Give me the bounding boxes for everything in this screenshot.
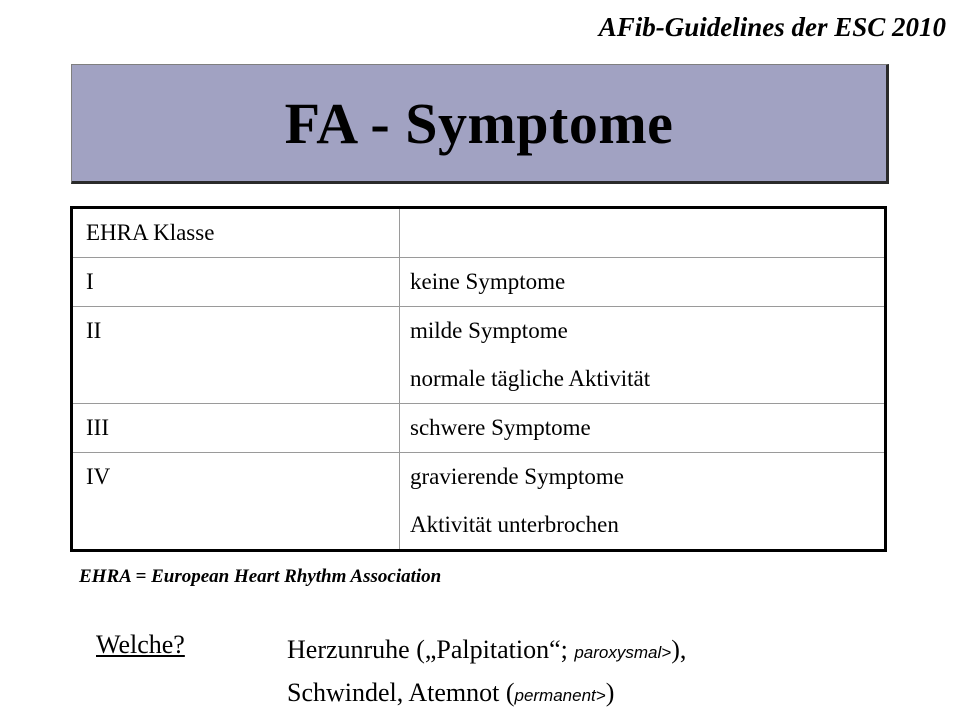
answer-line-2-main: Schwindel, Atemnot ( [287, 678, 515, 707]
description-cell: keine Symptome [400, 258, 886, 307]
page-title: FA - Symptome [284, 90, 674, 156]
table-row [72, 404, 886, 453]
class-cell: III [72, 404, 400, 453]
title-banner [71, 64, 889, 184]
class-cell: II [72, 307, 400, 404]
answer-line-1-main: Herzunruhe („Palpitation“; [287, 635, 575, 664]
table-row [72, 258, 886, 307]
description-cell [400, 307, 886, 404]
table-row [72, 307, 886, 404]
description-line: normale tägliche Aktivität [410, 366, 651, 391]
header-cell-description [400, 208, 886, 258]
question-label: Welche? [96, 630, 185, 659]
answer-line-1-note: paroxysmal> [574, 643, 672, 662]
answer-line-1 [287, 630, 686, 673]
description-cell [400, 453, 886, 551]
symptom-answer [287, 630, 686, 716]
class-cell: I [72, 258, 400, 307]
table-header-row [72, 208, 886, 258]
ehra-table [70, 206, 887, 552]
description-cell: schwere Symptome [400, 404, 886, 453]
guideline-tag: AFib-Guidelines der ESC 2010 [598, 12, 946, 42]
answer-line-2-note: permanent> [514, 686, 606, 705]
header-cell-class: EHRA Klasse [72, 208, 400, 258]
answer-line-2 [287, 673, 686, 716]
class-cell: IV [72, 453, 400, 551]
abbreviation-footnote: EHRA = European Heart Rhythm Association [79, 566, 442, 587]
description-line: milde Symptome [410, 318, 568, 343]
table-row [72, 453, 886, 551]
answer-line-2-end: ) [605, 678, 615, 707]
description-line: Aktivität unterbrochen [410, 512, 619, 537]
answer-line-1-end: ), [671, 635, 687, 664]
description-line: gravierende Symptome [410, 464, 624, 489]
